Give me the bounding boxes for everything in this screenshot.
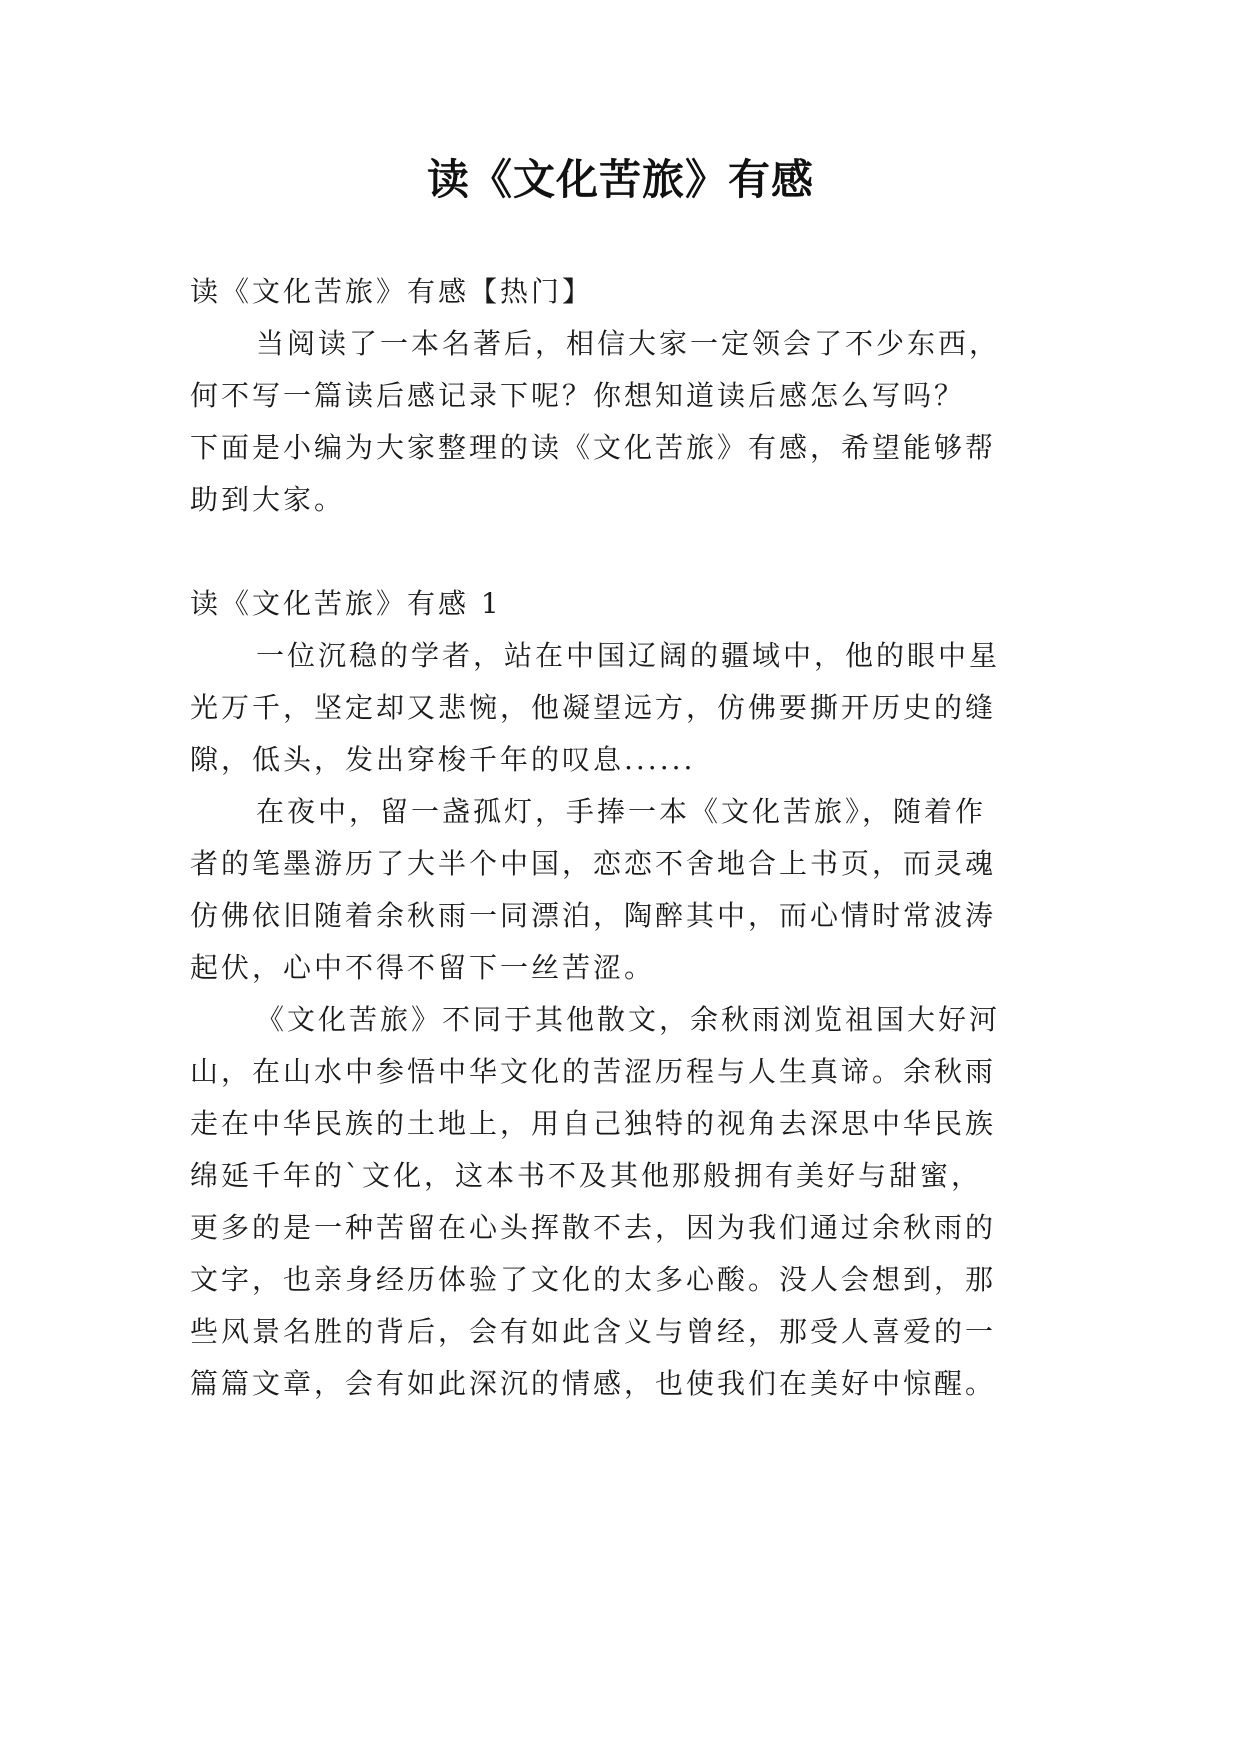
intro-line: 何不写一篇读后感记录下呢？你想知道读后感怎么写吗？ [190,379,966,412]
paragraph-3 [190,994,1070,1410]
paragraph-line: 起伏，心中不得不留下一丝苦涩。 [190,951,656,984]
section-heading: 读《文化苦旅》有感 1 [190,587,502,620]
intro-line: 助到大家。 [190,483,346,516]
paragraph-line: 在夜中，留一盏孤灯，手捧一本《文化苦旅》，随着作 [256,795,987,828]
paragraph-line: 山，在山水中参悟中华文化的苦涩历程与人生真谛。余秋雨 [190,1055,997,1088]
paragraph-line: 《文化苦旅》不同于其他散文，余秋雨浏览祖国大好河 [256,1003,1001,1036]
paragraph-line: 者的笔墨游历了大半个中国，恋恋不舍地合上书页，而灵魂 [190,847,997,880]
intro-line: 下面是小编为大家整理的读《文化苦旅》有感，希望能够帮 [190,431,997,464]
paragraph-2 [190,786,1070,994]
intro-paragraph [190,318,1070,526]
subtitle-line: 读《文化苦旅》有感【热门】 [190,275,594,308]
paragraph-line: 篇篇文章，会有如此深沉的情感，也使我们在美好中惊醒。 [190,1367,997,1400]
paragraph-line: 隙，低头，发出穿梭千年的叹息...... [190,743,696,776]
paragraph-line: 绵延千年的`文化，这本书不及其他那般拥有美好与甜蜜， [190,1159,983,1192]
paragraph-line: 光万千，坚定却又悲惋，他凝望远方，仿佛要撕开历史的缝 [190,691,997,724]
paragraph-line: 走在中华民族的土地上，用自己独特的视角去深思中华民族 [190,1107,997,1140]
section-spacer [190,526,1070,578]
paragraph-line: 仿佛依旧随着余秋雨一同漂泊，陶醉其中，而心情时常波涛 [190,899,997,932]
intro-line: 当阅读了一本名著后，相信大家一定领会了不少东西， [256,327,1001,360]
paragraph-line: 更多的是一种苦留在心头挥散不去，因为我们通过余秋雨的 [190,1211,997,1244]
paragraph-line: 些风景名胜的背后，会有如此含义与曾经，那受人喜爱的一 [190,1315,997,1348]
paragraph-line: 一位沉稳的学者，站在中国辽阔的疆域中，他的眼中星 [256,639,1001,672]
paragraph-1 [190,630,1070,786]
paragraph-line: 文字，也亲身经历体验了文化的太多心酸。没人会想到，那 [190,1263,997,1296]
document-body [190,266,1070,1410]
document-title: 读《文化苦旅》有感 [426,155,814,204]
